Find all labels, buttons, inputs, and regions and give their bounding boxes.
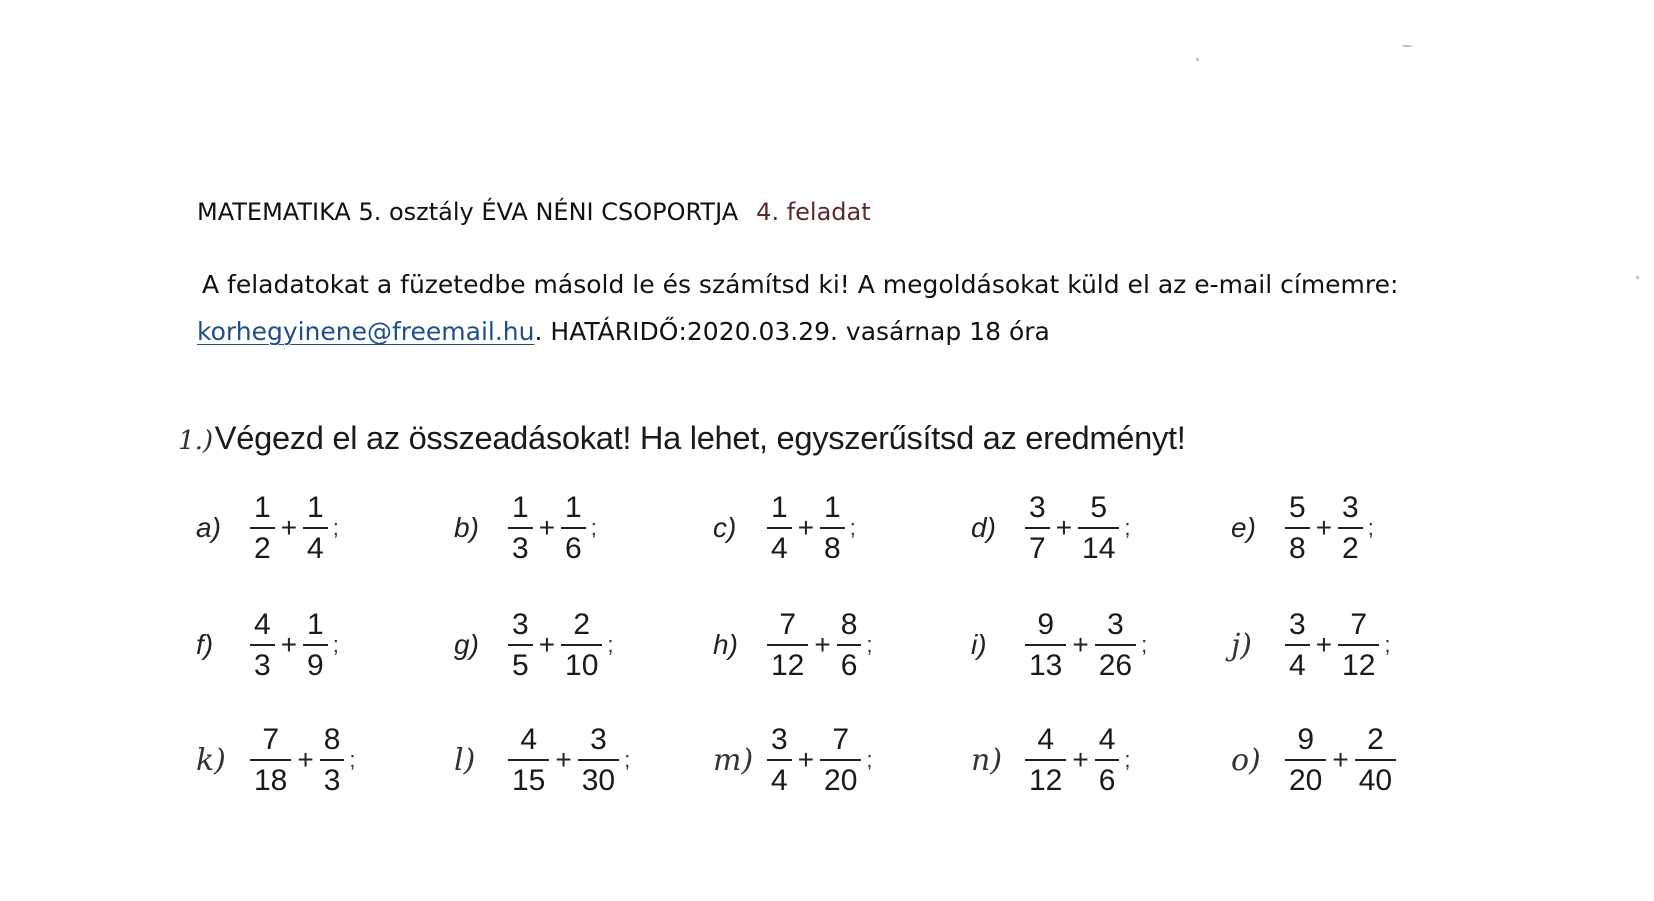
numerator: 4 [1098, 722, 1116, 756]
plus-operator: + [280, 512, 298, 543]
plus-operator: + [1315, 512, 1333, 543]
fraction [767, 607, 808, 682]
denominator: 26 [1098, 648, 1133, 682]
separator: ; [332, 515, 339, 540]
separator: ; [1124, 515, 1131, 540]
plus-operator: + [555, 744, 572, 775]
numerator: 3 [1342, 490, 1359, 524]
problem-label: l) [454, 742, 476, 778]
denominator: 4 [307, 531, 324, 565]
fraction-problem [196, 710, 356, 810]
numerator: 2 [573, 607, 591, 641]
fraction [578, 722, 619, 797]
page-header [197, 198, 871, 226]
numerator: 3 [1029, 490, 1046, 524]
denominator: 8 [1289, 531, 1306, 565]
fraction [250, 490, 275, 565]
fraction [1285, 607, 1310, 682]
separator: ; [849, 515, 856, 540]
problem-label: k) [196, 742, 226, 778]
fraction-problem [1231, 710, 1401, 810]
exercise-title [178, 420, 1186, 457]
denominator: 6 [840, 648, 858, 682]
numerator: 1 [565, 490, 582, 524]
fraction [1025, 490, 1050, 565]
fraction [561, 607, 602, 682]
numerator: 1 [307, 490, 324, 524]
problem-label: f) [196, 629, 214, 660]
separator: ; [349, 747, 356, 772]
numerator: 3 [512, 607, 529, 641]
separator: ; [1384, 632, 1391, 657]
numerator: 8 [323, 722, 341, 756]
numerator: 3 [771, 722, 788, 756]
fraction [1285, 490, 1310, 565]
plus-operator: + [538, 629, 556, 660]
problem-label: h) [713, 629, 738, 660]
denominator: 3 [254, 648, 271, 682]
plus-operator: + [1072, 629, 1089, 660]
plus-operator: + [1332, 744, 1349, 775]
denominator: 20 [1289, 763, 1323, 797]
exercise-number: 1.) [178, 426, 213, 456]
separator: ; [332, 632, 339, 657]
instructions-line-1: A feladatokat a füzetedbe másold le és számítsd ki! A megoldásokat küld el az e-mail címemre: [202, 270, 1399, 299]
plus-operator: + [814, 629, 831, 660]
fraction-problem [454, 595, 614, 695]
problem-grid [196, 478, 1456, 818]
separator: ; [1124, 747, 1131, 772]
fraction [320, 722, 345, 797]
fraction-problem [196, 478, 339, 578]
numerator: 4 [520, 722, 538, 756]
exercise-title-text: Végezd el az összeadásokat! Ha lehet, egyszerűsítsd az eredményt! [214, 420, 1186, 456]
fraction [561, 490, 586, 565]
numerator: 5 [1090, 490, 1108, 524]
problem-label: m) [713, 742, 754, 778]
separator: ; [607, 632, 614, 657]
denominator: 6 [1098, 763, 1116, 797]
fraction-problem [196, 595, 339, 695]
fraction-problem [454, 478, 597, 578]
denominator: 14 [1082, 531, 1116, 565]
fraction [303, 607, 328, 682]
plus-operator: + [280, 629, 298, 660]
fraction [820, 722, 861, 797]
numerator: 2 [1367, 722, 1384, 756]
numerator: 1 [307, 607, 324, 641]
task-number: 4. feladat [756, 198, 871, 226]
problem-label: e) [1231, 512, 1256, 543]
plus-operator: + [1315, 629, 1333, 660]
denominator: 15 [512, 763, 546, 797]
denominator: 8 [824, 531, 841, 565]
separator: ; [1367, 515, 1374, 540]
numerator: 1 [824, 490, 841, 524]
fraction [508, 490, 533, 565]
problem-label: b) [454, 512, 479, 543]
fraction [1025, 607, 1066, 682]
fraction [1095, 722, 1120, 797]
separator: ; [866, 747, 873, 772]
denominator: 6 [565, 531, 582, 565]
numerator: 1 [254, 490, 271, 524]
fraction-problem [971, 595, 1147, 695]
numerator: 7 [779, 607, 797, 641]
header-title: MATEMATIKA 5. osztály ÉVA NÉNI CSOPORTJA [197, 198, 739, 226]
numerator: 7 [262, 722, 280, 756]
plus-operator: + [1072, 744, 1089, 775]
separator: ; [866, 632, 873, 657]
problem-label: c) [713, 512, 737, 543]
scan-speck [1636, 276, 1639, 279]
fraction [1338, 607, 1379, 682]
fraction-problem [971, 478, 1131, 578]
plus-operator: + [297, 744, 314, 775]
instructions-line-2 [197, 317, 1050, 346]
denominator: 3 [323, 763, 341, 797]
plus-operator: + [797, 512, 815, 543]
fraction [508, 607, 533, 682]
denominator: 3 [512, 531, 529, 565]
fraction [1338, 490, 1363, 565]
fraction [508, 722, 549, 797]
numerator: 9 [1037, 607, 1055, 641]
denominator: 9 [307, 648, 324, 682]
numerator: 1 [512, 490, 529, 524]
problem-label: g) [454, 629, 479, 660]
problem-label: d) [971, 512, 996, 543]
fraction [1285, 722, 1326, 797]
fraction-problem [1231, 478, 1374, 578]
fraction-problem [1231, 595, 1391, 695]
denominator: 10 [565, 648, 599, 682]
fraction [837, 607, 862, 682]
fraction-problem [713, 478, 856, 578]
numerator: 8 [840, 607, 858, 641]
denominator: 4 [771, 531, 788, 565]
fraction [250, 607, 275, 682]
problem-label: o) [1231, 742, 1261, 778]
denominator: 2 [254, 531, 271, 565]
scan-speck [1196, 58, 1199, 61]
plus-operator: + [1055, 512, 1073, 543]
denominator: 12 [1342, 648, 1376, 682]
fraction-problem [713, 710, 873, 810]
deadline-text: . HATÁRIDŐ:2020.03.29. vasárnap 18 óra [534, 317, 1050, 346]
fraction [767, 722, 792, 797]
scan-speck [1402, 45, 1412, 47]
plus-operator: + [797, 744, 815, 775]
numerator: 3 [1107, 607, 1124, 641]
denominator: 20 [824, 763, 858, 797]
denominator: 4 [1289, 648, 1306, 682]
numerator: 5 [1289, 490, 1306, 524]
fraction [250, 722, 291, 797]
fraction-problem [454, 710, 630, 810]
denominator: 7 [1029, 531, 1046, 565]
problem-label: i) [971, 629, 987, 660]
fraction-problem [971, 710, 1131, 810]
numerator: 4 [1037, 722, 1055, 756]
denominator: 13 [1029, 648, 1063, 682]
denominator: 12 [771, 648, 805, 682]
plus-operator: + [538, 512, 556, 543]
fraction [1025, 722, 1066, 797]
numerator: 3 [590, 722, 607, 756]
separator: ; [1141, 632, 1148, 657]
fraction [1095, 607, 1136, 682]
denominator: 2 [1342, 531, 1359, 565]
numerator: 3 [1289, 607, 1306, 641]
denominator: 5 [512, 648, 529, 682]
numerator: 1 [771, 490, 788, 524]
email-link[interactable]: korhegyinene@freemail.hu [197, 317, 535, 346]
separator: ; [624, 747, 631, 772]
denominator: 40 [1358, 763, 1393, 797]
fraction [1078, 490, 1119, 565]
fraction [767, 490, 792, 565]
denominator: 12 [1029, 763, 1063, 797]
separator: ; [590, 515, 597, 540]
fraction [1355, 722, 1396, 797]
denominator: 4 [771, 763, 788, 797]
fraction [303, 490, 328, 565]
problem-label: j) [1231, 627, 1253, 663]
numerator: 9 [1297, 722, 1315, 756]
problem-label: n) [971, 742, 1003, 778]
denominator: 18 [254, 763, 288, 797]
problem-label: a) [196, 512, 221, 543]
numerator: 7 [1350, 607, 1368, 641]
denominator: 30 [581, 763, 616, 797]
fraction-problem [713, 595, 873, 695]
fraction [820, 490, 845, 565]
numerator: 7 [832, 722, 850, 756]
numerator: 4 [254, 607, 271, 641]
